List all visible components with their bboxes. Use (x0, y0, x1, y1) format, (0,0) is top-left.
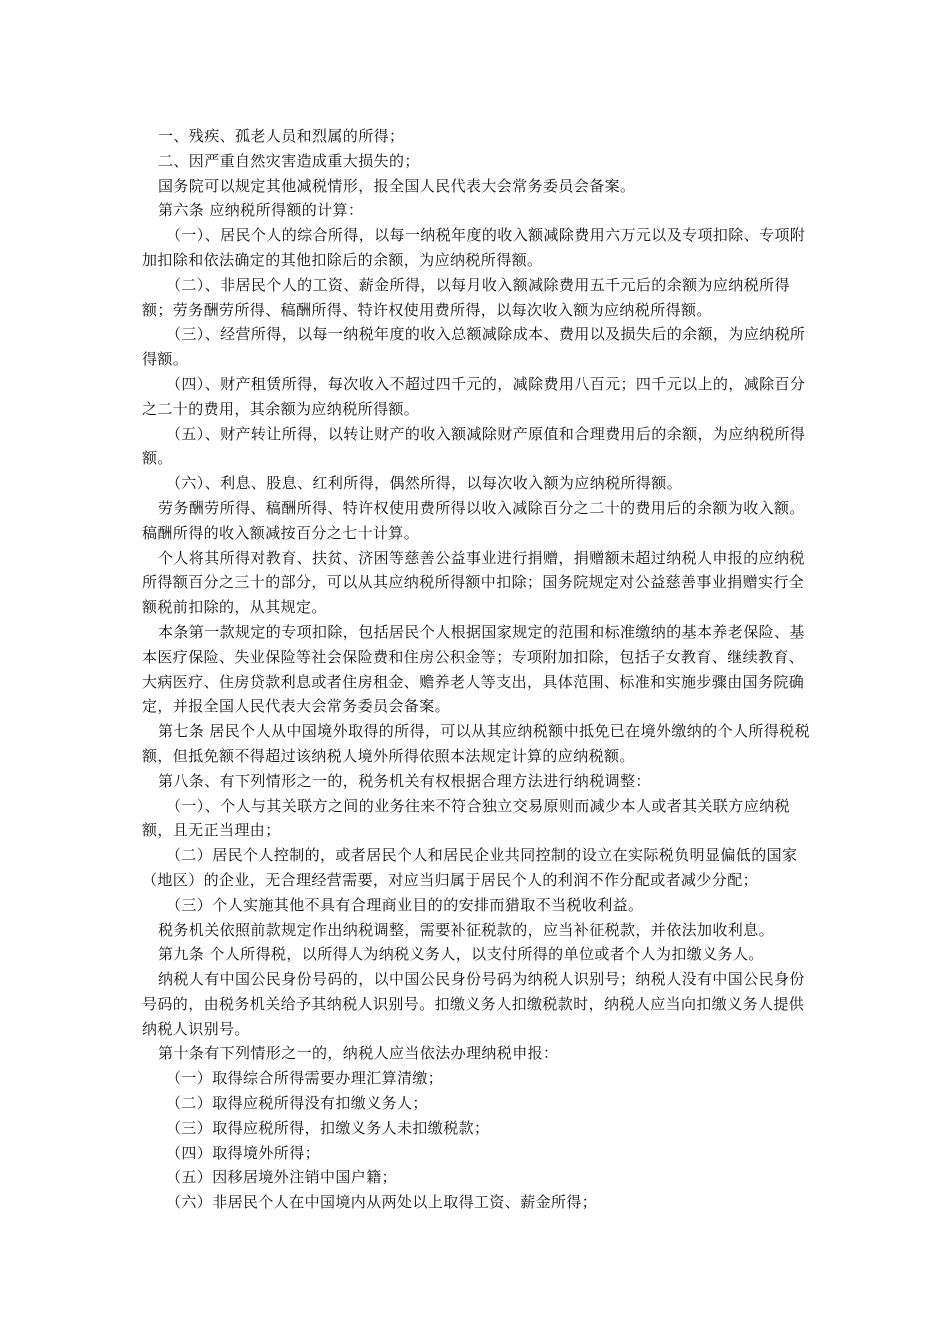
paragraph-taxpayer-id: 纳税人有中国公民身份号码的，以中国公民身份号码为纳税人识别号；纳税人没有中国公民身份号码的，由税务机关给予其纳税人识别号。扣缴义务人扣缴税款时，纳税人应当向扣缴义务人提供纳税人识别号。 (142, 970, 805, 1038)
paragraph-state-council-reduction: 国务院可以规定其他减税情形，报全国人民代表大会常务委员会备案。 (158, 176, 636, 195)
article-9: 第九条 个人所得税，以所得人为纳税义务人，以支付所得的单位或者个人为扣缴义务人。 (158, 945, 764, 964)
paragraph-exemption-disabled: 一、残疾、孤老人员和烈属的所得； (158, 127, 405, 145)
article-10-item-4: （四）取得境外所得； (166, 1143, 321, 1162)
article-6-item-2: （二）、非居民个人的工资、薪金所得，以每月收入额减除费用五千元后的余额为应纳税所得额；劳务酬劳所得、稿酬所得、特许权使用费所得，以每次收入额为应纳税所得额。 (142, 275, 790, 319)
article-8-item-2: （二）居民个人控制的，或者居民个人和居民企业共同控制的设立在实际税负明显偏低的国家（地区）的企业，无合理经营需要，对应当归属于居民个人的利润不作分配或者减少分配； (142, 846, 798, 889)
article-7: 第七条 居民个人从中国境外取得的所得，可以从其应纳税额中抵免已在境外缴纳的个人所得税税额，但抵免额不得超过该纳税人境外所得依照本法规定计算的应纳税额。 (142, 722, 810, 765)
article-6-item-1: （一）、居民个人的综合所得，以每一纳税年度的收入额减除费用六万元以及专项扣除、专项附加扣除和依法确定的其他扣除后的余额，为应纳税所得额。 (142, 226, 806, 269)
article-6-heading: 第六条 应纳税所得额的计算： (158, 201, 364, 220)
article-10-heading: 第十条有下列情形之一的，纳税人应当依法办理纳税申报： (158, 1044, 559, 1063)
document-body (142, 124, 812, 1215)
paragraph-tax-adjustment: 税务机关依照前款规定作出纳税调整，需要补征税款的，应当补征税款，并依法加收利息。 (158, 920, 775, 939)
paragraph-labor-royalty-income: 劳务酬劳所得、稿酬所得、特许权使用费所得以收入减除百分之二十的费用后的余额为收入额。稿酬所得的收入额减按百分之七十计算。 (142, 498, 805, 542)
article-6-item-3: （三）、经营所得，以每一纳税年度的收入总额减除成本、费用以及损失后的余额，为应纳税所得额。 (142, 325, 806, 369)
paragraph-exemption-disaster: 二、因严重自然灾害造成重大损失的； (158, 151, 420, 170)
article-6-item-5: （五）、财产转让所得，以转让财产的收入额减除财产原值和合理费用后的余额，为应纳税所得额。 (142, 424, 806, 468)
article-6-item-4: （四）、财产租赁所得，每次收入不超过四千元的，减除费用八百元；四千元以上的，减除百分之二十的费用，其余额为应纳税所得额。 (142, 374, 806, 418)
article-10-item-3: （三）取得应税所得，扣缴义务人未扣缴税款； (166, 1118, 490, 1137)
paragraph-charitable-donation: 个人将其所得对教育、扶贫、济困等慈善公益事业进行捐赠，捐赠额未超过纳税人申报的应纳税所得额百分之三十的部分，可以从其应纳税所得额中扣除；国务院规定对公益慈善事业捐赠实行全额税前扣除的，从其规定。 (142, 548, 805, 617)
paragraph-special-deductions: 本条第一款规定的专项扣除，包括居民个人根据国家规定的范围和标准缴纳的基本养老保险、基本医疗保险、失业保险等社会保险费和住房公积金等；专项附加扣除，包括子女教育、继续教育、大病医疗、住房贷款利息或者住房租金、赡养老人等支出，具体范围、标准和实施步骤由国务院确定，并报全国人民代表大会常务委员会备案。 (142, 622, 805, 716)
article-10-item-1: （一）取得综合所得需要办理汇算清缴； (166, 1069, 444, 1088)
article-10-item-5: （五）因移居境外注销中国户籍； (166, 1168, 398, 1187)
article-8-heading: 第八条、有下列情形之一的，税务机关有权根据合理方法进行纳税调整： (158, 771, 651, 790)
article-6-item-6: （六）、利息、股息、红利所得，偶然所得，以每次收入额为应纳税所得额。 (166, 474, 683, 493)
article-10-item-6: （六）非居民个人在中国境内从两处以上取得工资、薪金所得； (166, 1193, 598, 1212)
article-8-item-1: （一）、个人与其关联方之间的业务往来不符合独立交易原则而减少本人或者其关联方应纳税额，且无正当理由； (142, 796, 790, 840)
article-8-item-3: （三）个人实施其他不具有合理商业目的的安排而猎取不当税收利益。 (166, 895, 644, 914)
article-10-item-2: （二）取得应税所得没有扣缴义务人； (166, 1094, 428, 1113)
